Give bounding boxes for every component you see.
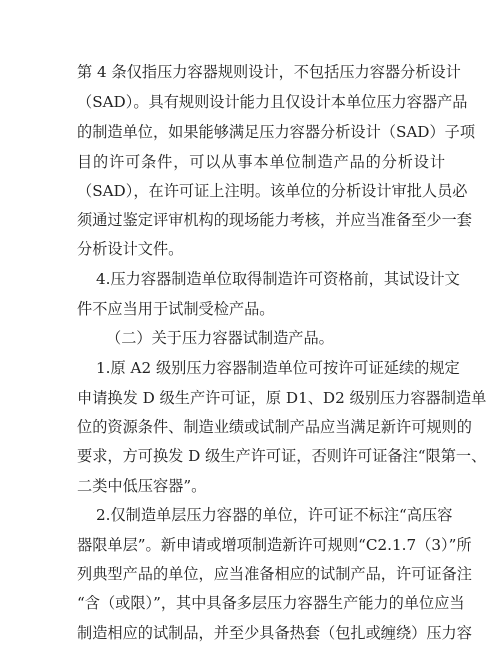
line-text: 列典型产品的单位，应当准备相应的试制产品，许可证备注 — [77, 565, 472, 583]
text-line — [77, 121, 476, 143]
text-line — [96, 504, 453, 526]
line-text: 分析设计文件。 — [77, 240, 184, 258]
text-line — [77, 563, 472, 585]
text-line — [77, 475, 217, 497]
text-line — [77, 592, 465, 614]
text-line — [77, 209, 472, 231]
text-line — [96, 357, 460, 379]
text-line — [77, 298, 277, 320]
line-text: 制造相应的试制品，并至少具备热套（包扎或缠绕）压力容 — [77, 624, 472, 642]
text-line — [77, 387, 487, 409]
line-text: 须通过鉴定评审机构的现场能力考核，并应当准备至少一套 — [77, 211, 472, 229]
line-text: 的制造单位，如果能够满足压力容器分析设计（SAD）子项 — [77, 123, 476, 141]
line-text: 申请换发 D 级生产许可证，原 D1、D2 级别压力容器制造单 — [77, 389, 487, 407]
text-line — [77, 622, 472, 644]
line-text: 4.压力容器制造单位取得制造许可资格前，其试设计文 — [96, 270, 460, 288]
text-line — [96, 268, 460, 290]
line-text: 件不应当用于试制受检产品。 — [77, 300, 275, 318]
line-text: 第 4 条仅指压力容器规则设计，不包括压力容器分析设计 — [77, 63, 461, 81]
text-line — [77, 61, 461, 83]
line-text: 目的许可条件，可以从事本单位制造产品的分析设计 — [77, 153, 445, 171]
section-heading — [106, 327, 356, 349]
line-text: 位的资源条件、制造业绩或试制产品应当满足新许可规则的 — [77, 418, 472, 436]
line-text: （二）关于压力容器试制造产品。 — [106, 329, 334, 347]
text-line — [77, 91, 468, 113]
line-text: 要求，方可换发 D 级生产许可证，否则许可证备注“限第一、 — [77, 447, 487, 465]
text-line — [77, 151, 445, 173]
line-text: 器限单层”。新申请或增项制造新许可规则“C2.1.7（3）”所 — [77, 536, 472, 554]
line-text: 二类中低压容器”。 — [77, 477, 207, 495]
line-text: （SAD），在许可证上注明。该单位的分析设计审批人员必 — [77, 182, 468, 200]
line-text: 1.原 A2 级别压力容器制造单位可按许可证延续的规定 — [96, 359, 460, 377]
line-text: （SAD）。具有规则设计能力且仅设计本单位压力容器产品 — [77, 93, 468, 111]
text-line — [77, 416, 472, 438]
line-text: 2.仅制造单层压力容器的单位，许可证不标注“高压容 — [96, 506, 453, 524]
text-line — [77, 445, 487, 467]
line-text: “含（或限）”，其中具备多层压力容器生产能力的单位应当 — [77, 594, 465, 612]
text-line — [77, 534, 472, 556]
text-line — [77, 180, 468, 202]
text-line — [77, 238, 207, 260]
